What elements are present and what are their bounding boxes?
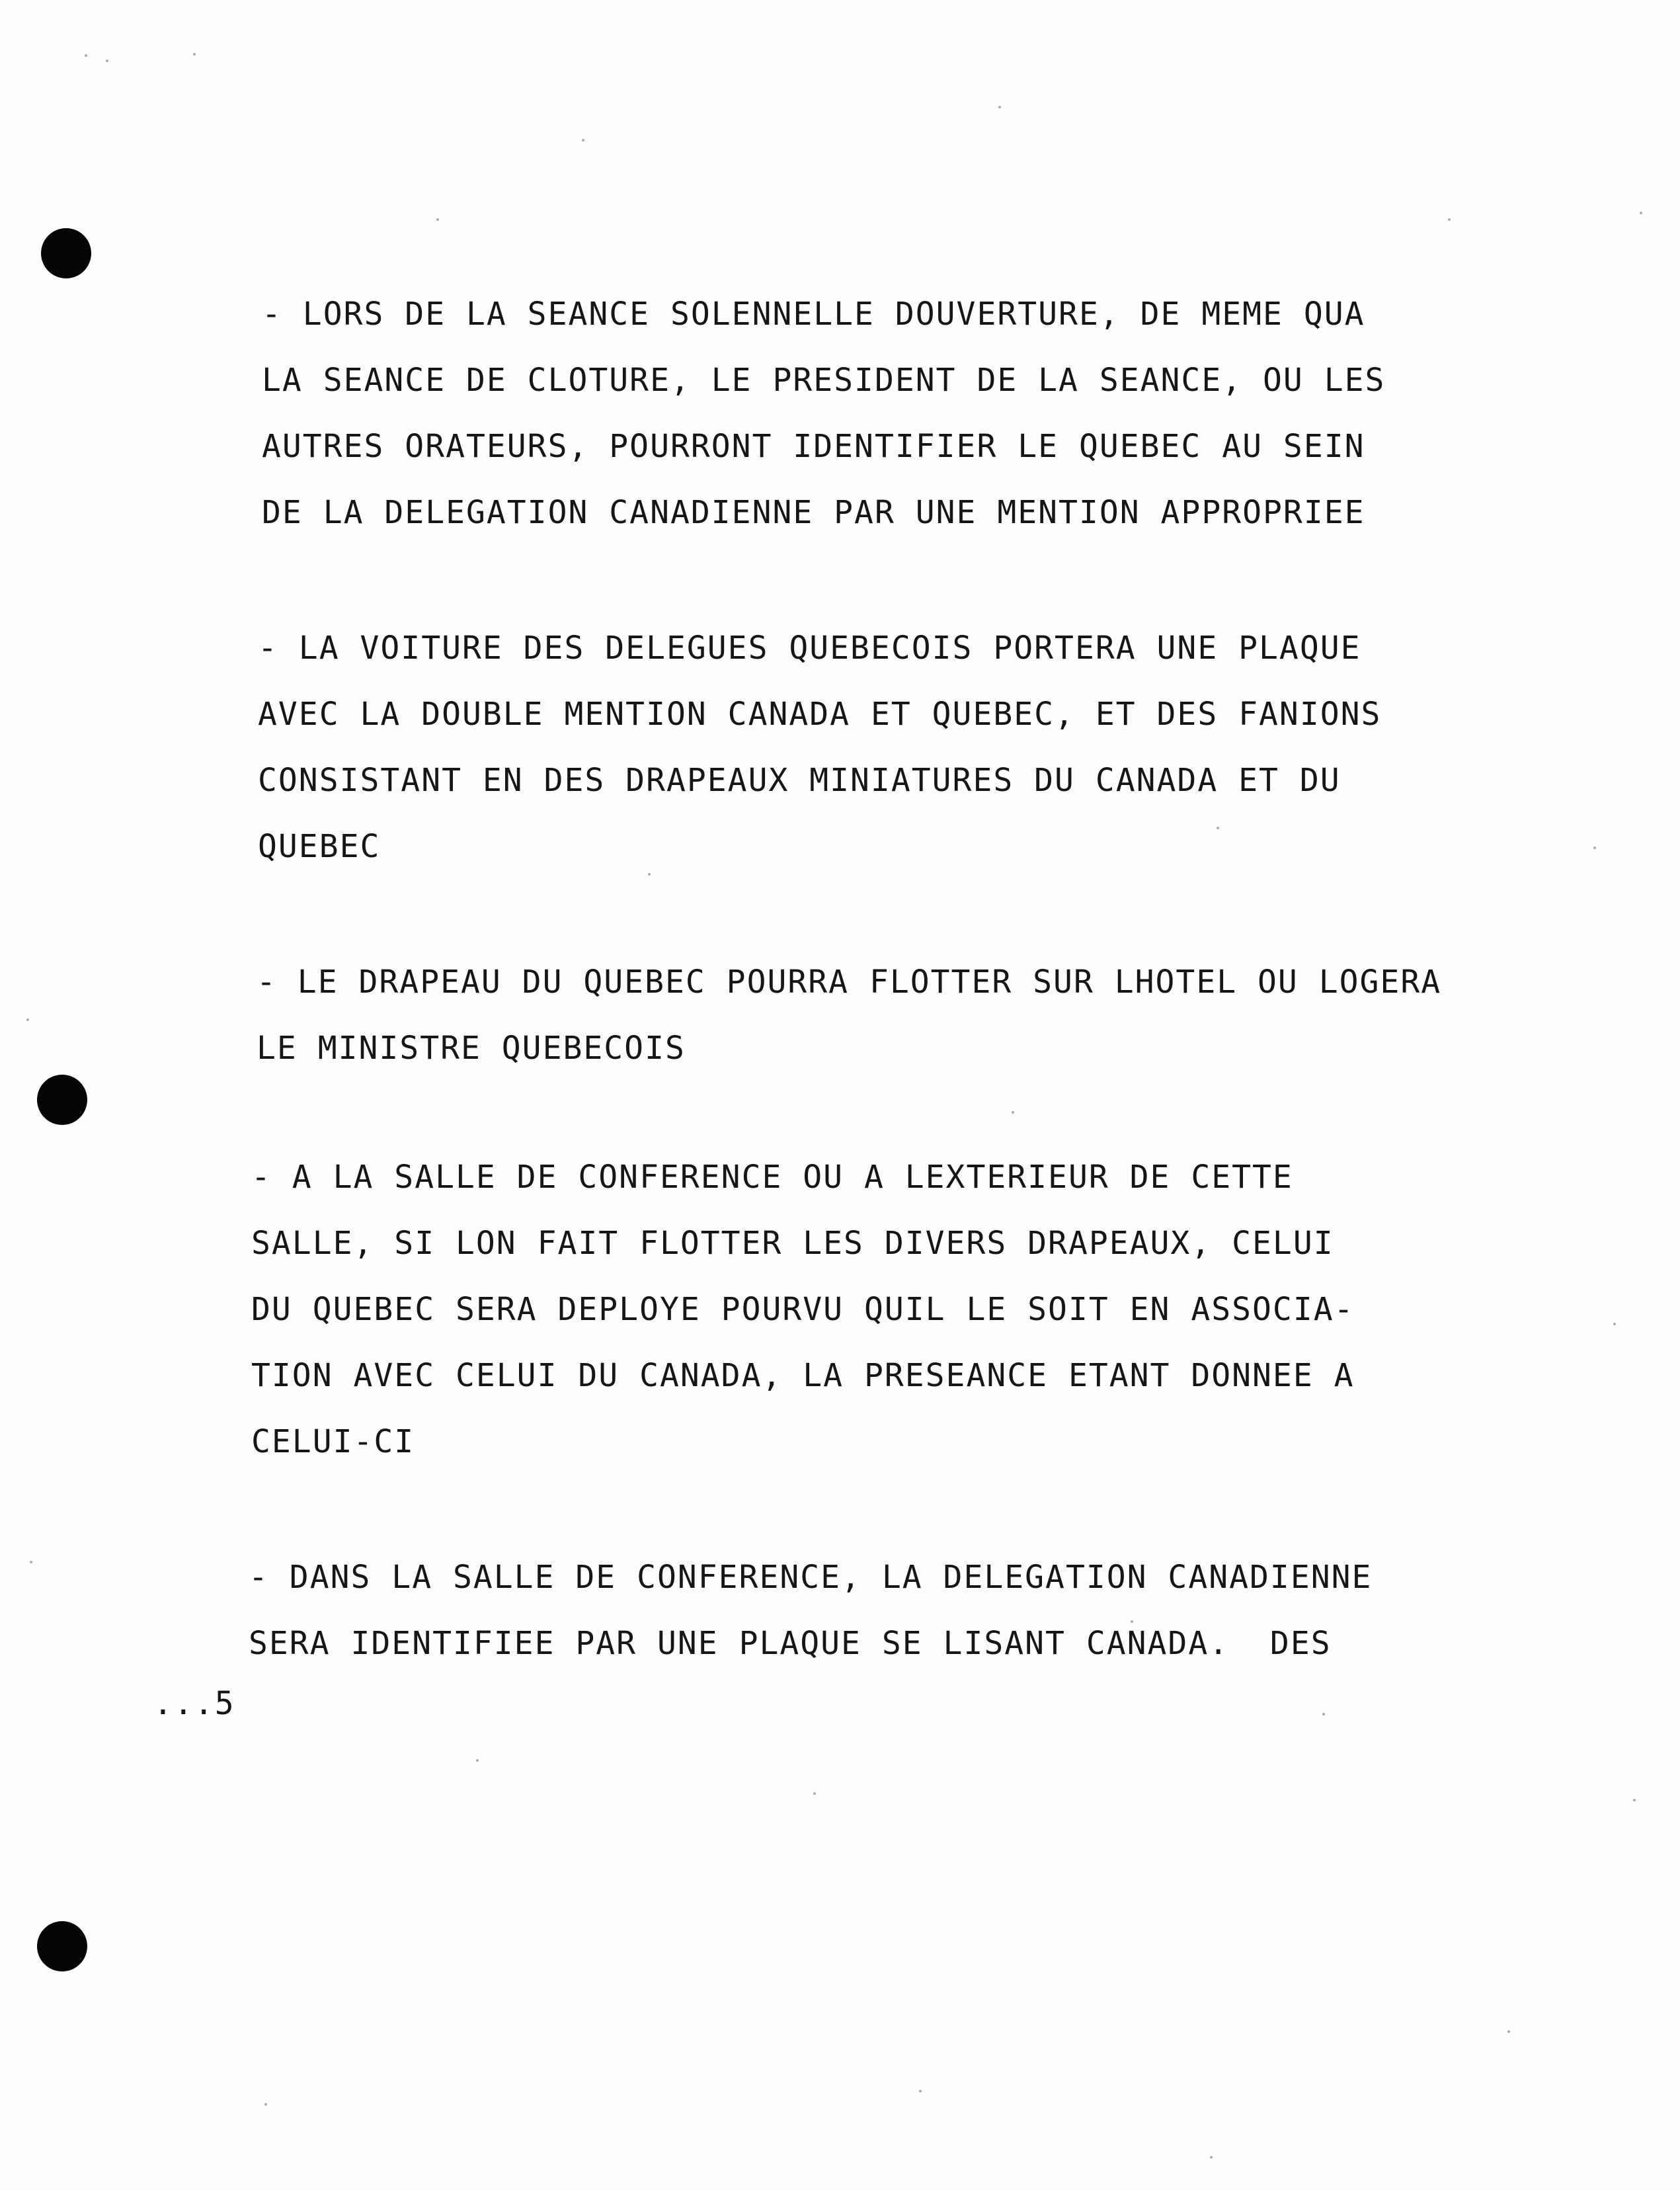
text-line: - A LA SALLE DE CONFERENCE OU A LEXTERIEUR DE CETTE — [251, 1159, 1293, 1196]
text-line: DE LA DELEGATION CANADIENNE PAR UNE MENTION APPROPRIEE — [262, 494, 1365, 531]
text-line: LA SEANCE DE CLOTURE, LE PRESIDENT DE LA SEANCE, OU LES — [262, 362, 1386, 399]
text-line: AUTRES ORATEURS, POURRONT IDENTIFIER LE QUEBEC AU SEIN — [262, 428, 1365, 465]
paragraph-delegation-plaque — [249, 1544, 1372, 1676]
text-line: SERA IDENTIFIEE PAR UNE PLAQUE SE LISANT CANADA. DES — [249, 1625, 1332, 1662]
text-line: AVEC LA DOUBLE MENTION CANADA ET QUEBEC, ET DES FANIONS — [258, 696, 1382, 733]
text-line: QUEBEC — [258, 828, 381, 865]
text-line: - DANS LA SALLE DE CONFERENCE, LA DELEGATION CANADIENNE — [249, 1559, 1373, 1596]
text-line: DU QUEBEC SERA DEPLOYE POURVU QUIL LE SOIT EN ASSOCIA- — [251, 1291, 1355, 1328]
text-line: CELUI-CI — [251, 1423, 415, 1460]
paragraph-hotel-flag — [257, 949, 1441, 1081]
paragraph-conference-flags — [251, 1144, 1355, 1475]
paragraph-opening-ceremony — [262, 281, 1385, 546]
text-line: - LA VOITURE DES DELEGUES QUEBECOIS PORTERA UNE PLAQUE — [258, 630, 1361, 667]
binder-hole — [37, 1075, 87, 1125]
text-line: TION AVEC CELUI DU CANADA, LA PRESEANCE ETANT DONNEE A — [251, 1357, 1355, 1394]
binder-hole — [37, 1921, 87, 1971]
text-line: - LE DRAPEAU DU QUEBEC POURRA FLOTTER SUR LHOTEL OU LOGERA — [257, 964, 1442, 1001]
text-line: LE MINISTRE QUEBECOIS — [257, 1030, 686, 1067]
binder-hole — [41, 228, 91, 278]
text-line: CONSISTANT EN DES DRAPEAUX MINIATURES DU CANADA ET DU — [258, 762, 1341, 799]
text-line: - LORS DE LA SEANCE SOLENNELLE DOUVERTURE, DE MEME QUA — [262, 296, 1365, 333]
paragraph-delegate-car — [258, 615, 1381, 880]
text-line: SALLE, SI LON FAIT FLOTTER LES DIVERS DRAPEAUX, CELUI — [251, 1225, 1334, 1262]
page-continuation-marker: ...5 — [153, 1685, 235, 1722]
